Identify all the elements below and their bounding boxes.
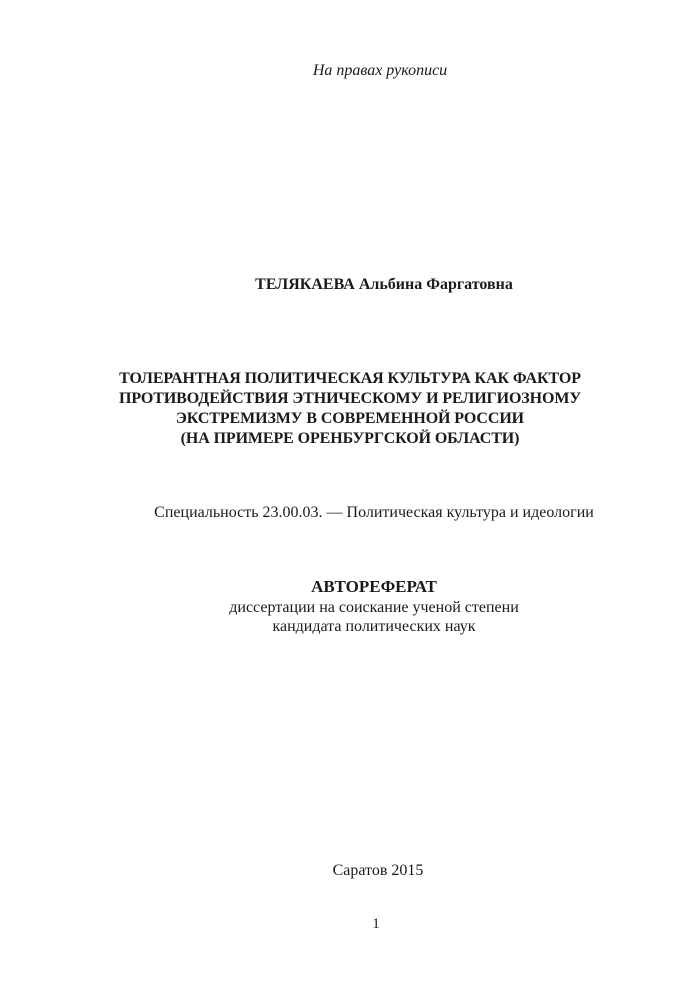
specialty-line: Специальность 23.00.03. — Политическая культура и идеологии (154, 504, 594, 521)
abstract-block (24, 576, 700, 636)
abstract-description-line: кандидата политических наук (272, 618, 476, 635)
author-given-names: Альбина Фаргатовна (358, 276, 513, 293)
author-surname: ТЕЛЯКАЕВА (255, 276, 355, 293)
title-line: ЭКСТРЕМИЗМУ В СОВРЕМЕННОЙ РОССИИ (175, 410, 525, 427)
place-year: Саратов 2015 (332, 862, 424, 879)
abstract-heading: АВТОРЕФЕРАТ (311, 577, 437, 596)
title-line: ТОЛЕРАНТНАЯ ПОЛИТИЧЕСКАЯ КУЛЬТУРА КАК ФАКТОР (119, 370, 581, 387)
title-line: ПРОТИВОДЕЙСТВИЯ ЭТНИЧЕСКОМУ И РЕЛИГИОЗНОМУ (118, 390, 581, 407)
page-number: 1 (372, 916, 380, 932)
rights-note: На правах рукописи (312, 62, 448, 79)
dissertation-title (0, 369, 700, 449)
abstract-description-line: диссертации на соискание ученой степени (229, 599, 519, 616)
author-name (34, 276, 700, 294)
title-line: (НА ПРИМЕРЕ ОРЕНБУРГСКОЙ ОБЛАСТИ) (180, 430, 520, 447)
